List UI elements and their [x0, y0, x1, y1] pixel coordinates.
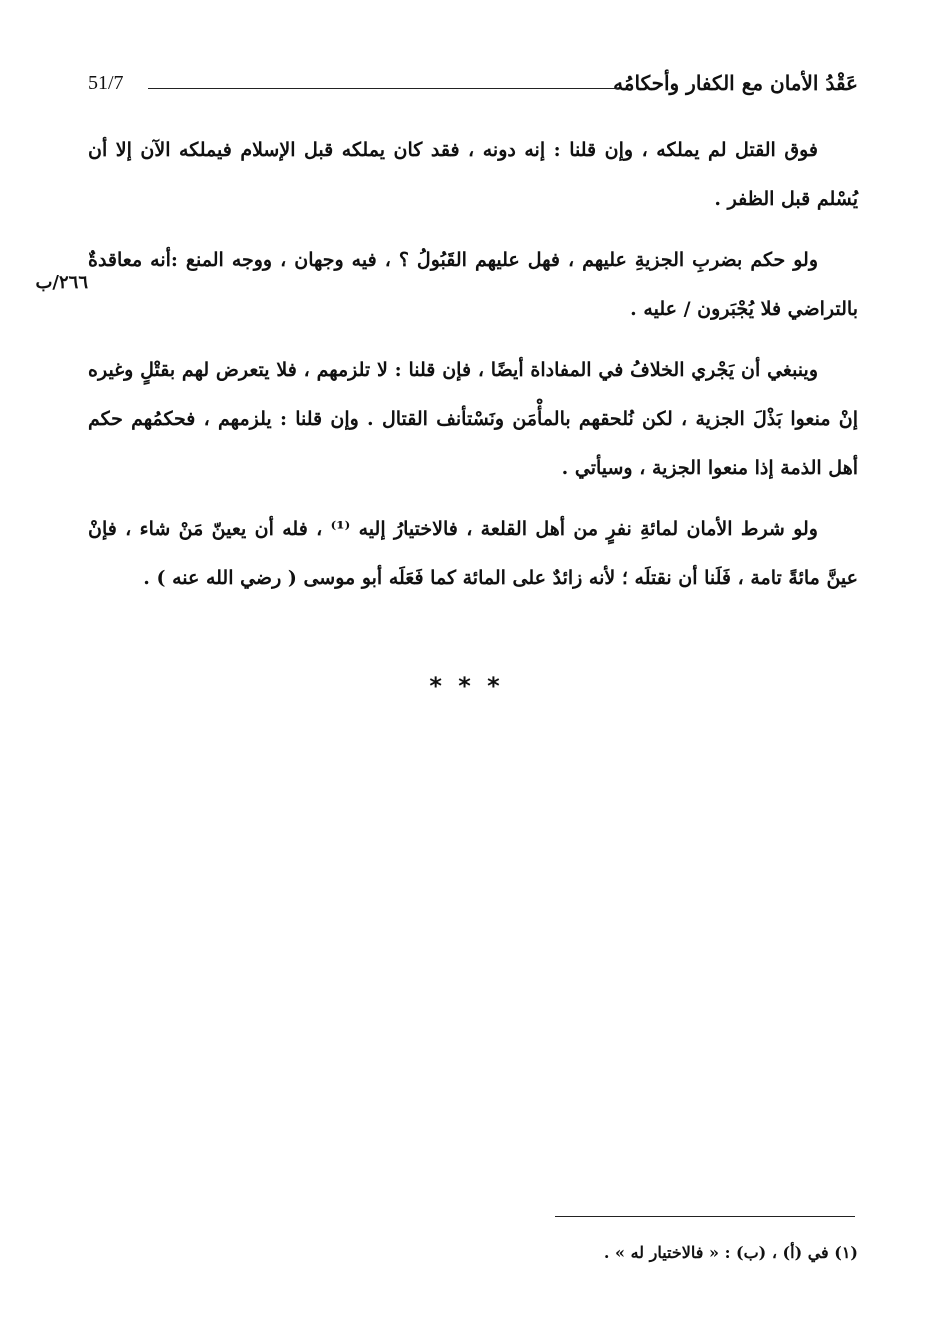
paragraph: فوق القتل لم يملكه ، وإن قلنا : إنه دونه ، فقد كان يملكه قبل الإسلام فيملكه الآن إلا أن يُسْلم قبل الظفر . — [88, 139, 858, 210]
footnote: (١) في (أ) ، (ب) : « فالاختيار له » . — [603, 1243, 858, 1262]
section-separator: * * * — [429, 672, 504, 700]
running-header — [88, 66, 858, 100]
body-text — [88, 126, 858, 603]
paragraph: ولو حكم بضربِ الجزيةِ عليهم ، فهل عليهم القَبُولُ ؟ ، فيه وجهان ، ووجه المنع :أنه معاقدةٌ بالتراضي فلا يُجْبَرون / عليه . — [88, 249, 858, 320]
page-number: 51/7 — [88, 72, 124, 94]
footnote-list — [88, 1238, 858, 1268]
header-rule — [148, 88, 618, 89]
margin-folio-note: ٢٦٦/ب — [35, 272, 88, 293]
paragraph: ولو شرط الأمان لمائةِ نفرٍ من أهل القلعة ، فالاختيارُ إليه ⁽¹⁾ ، فله أن يعينّ مَنْ شاء ، فإنْ عينَّ مائةً تامة ، فَلَنا أن نقتلَه ؛ لأنه زائدٌ على المائة كما فَعَلَه أبو موسى ( رضي الله عنه ) . — [88, 518, 858, 589]
header-title: عَقْدُ الأمان مع الكفار وأحكامُه — [613, 71, 858, 95]
footnote-rule — [555, 1216, 855, 1217]
paragraph: وينبغي أن يَجْري الخلافُ في المفاداة أيضًا ، فإن قلنا : لا تلزمهم ، فلا يتعرض لهم بقتْلٍ وغيره إنْ منعوا بَذْلَ الجزية ، لكن نُلحقهم بالمأْمَن ونَسْتأنف القتال . وإن قلنا : يلزمهم ، فحكمُهم حكم أهل الذمة إذا منعوا الجزية ، وسيأتي . — [88, 359, 858, 479]
